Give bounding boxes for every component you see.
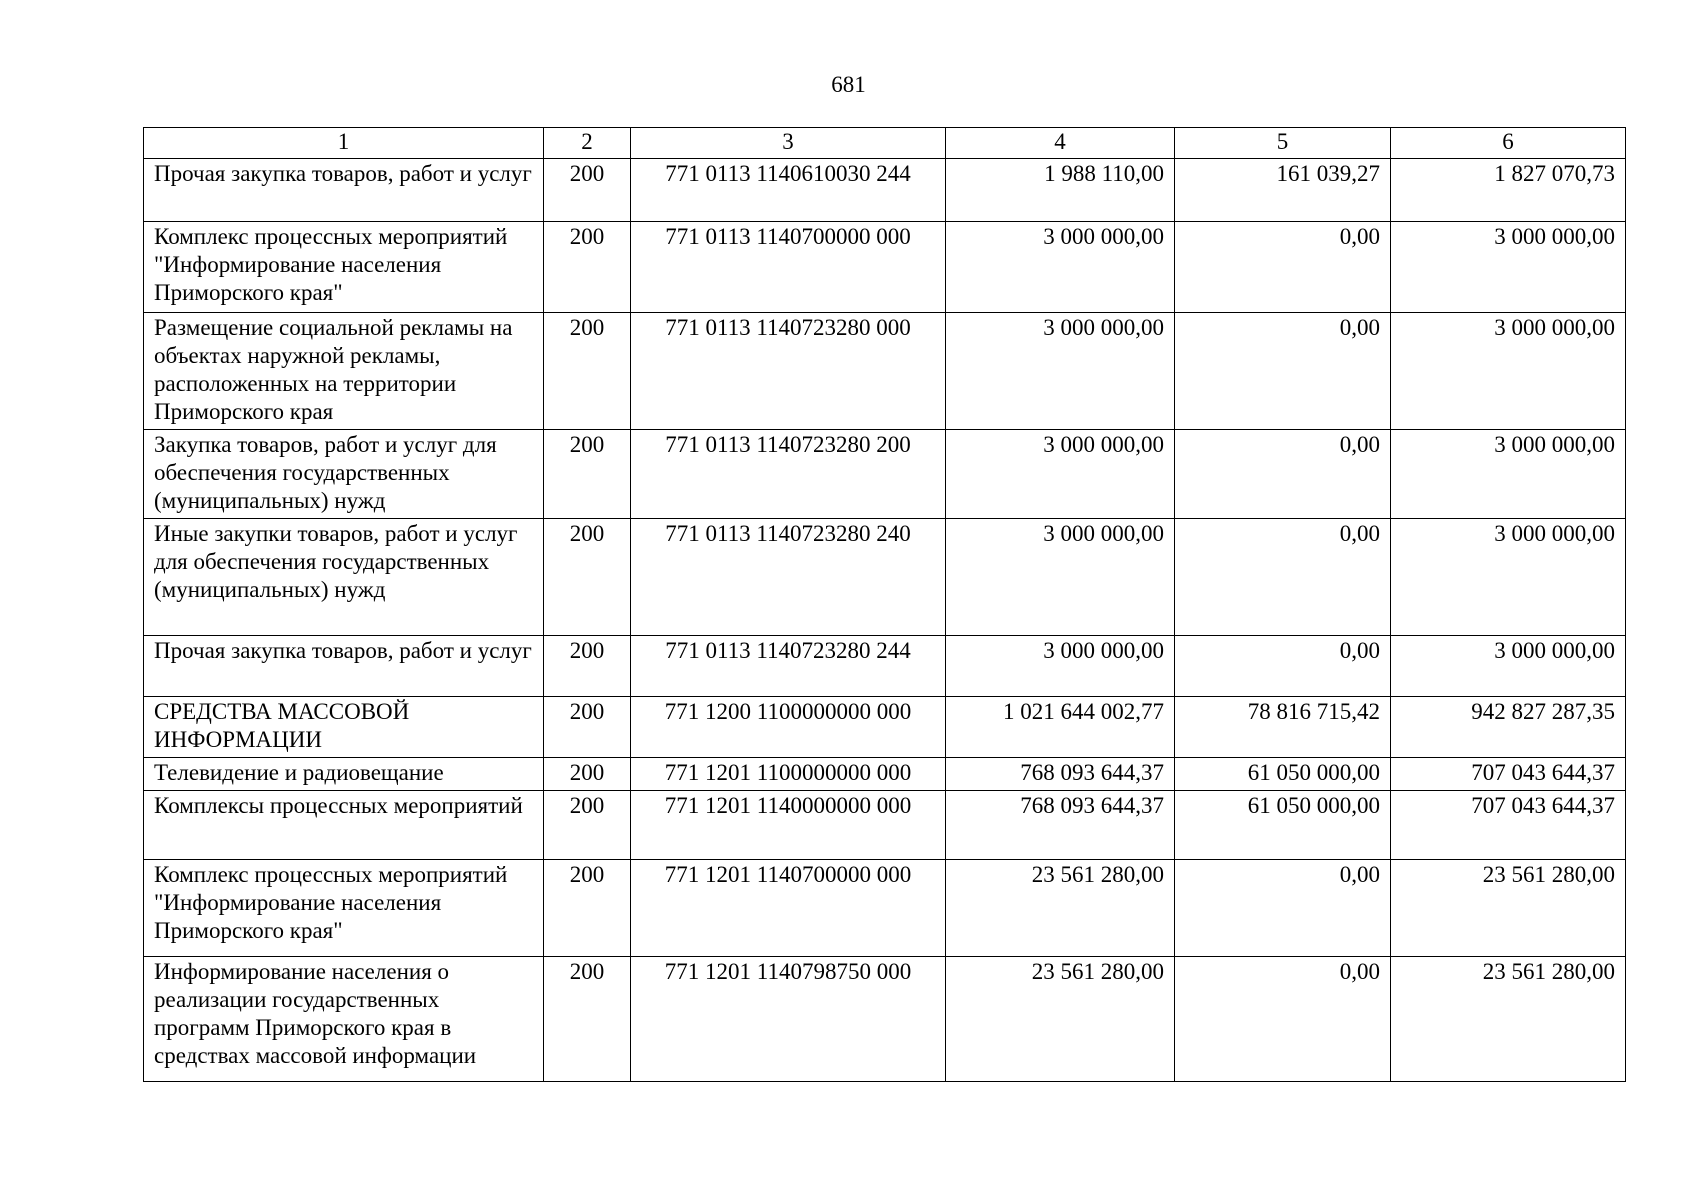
row-col4: 23 561 280,00 [946,860,1175,957]
table-row [144,313,1626,430]
row-col2: 200 [544,519,631,636]
row-col2: 200 [544,222,631,313]
table-row [144,159,1626,222]
row-col2: 200 [544,957,631,1082]
row-col5: 0,00 [1175,222,1391,313]
row-col5: 0,00 [1175,313,1391,430]
row-col4: 3 000 000,00 [946,519,1175,636]
row-col6: 23 561 280,00 [1391,860,1626,957]
row-col5: 78 816 715,42 [1175,697,1391,758]
header-col-1: 1 [144,128,544,159]
row-col4: 3 000 000,00 [946,222,1175,313]
row-col6: 3 000 000,00 [1391,636,1626,697]
row-code: 771 1201 1100000000 000 [631,758,946,791]
row-code: 771 1201 1140000000 000 [631,791,946,860]
row-col4: 3 000 000,00 [946,313,1175,430]
row-col5: 161 039,27 [1175,159,1391,222]
row-col4: 3 000 000,00 [946,430,1175,519]
header-col-2: 2 [544,128,631,159]
table-row [144,636,1626,697]
table-header [144,128,1626,159]
row-col6: 3 000 000,00 [1391,430,1626,519]
row-col6: 3 000 000,00 [1391,313,1626,430]
row-col5: 0,00 [1175,519,1391,636]
row-col6: 3 000 000,00 [1391,222,1626,313]
table-row [144,430,1626,519]
row-col4: 768 093 644,37 [946,758,1175,791]
row-col2: 200 [544,860,631,957]
row-col5: 0,00 [1175,957,1391,1082]
row-col5: 61 050 000,00 [1175,791,1391,860]
row-col6: 707 043 644,37 [1391,758,1626,791]
row-code: 771 0113 1140723280 240 [631,519,946,636]
header-row [144,128,1626,159]
row-col4: 23 561 280,00 [946,957,1175,1082]
row-col6: 707 043 644,37 [1391,791,1626,860]
row-name: Телевидение и радиовещание [144,758,544,791]
row-code: 771 0113 1140723280 000 [631,313,946,430]
table-row [144,860,1626,957]
table-body [144,159,1626,1082]
row-col2: 200 [544,313,631,430]
row-col6: 3 000 000,00 [1391,519,1626,636]
row-col6: 1 827 070,73 [1391,159,1626,222]
row-code: 771 0113 1140723280 244 [631,636,946,697]
row-name: Размещение социальной рекламы на объектах наружной рекламы, расположенных на территории Приморского края [144,313,544,430]
row-col6: 23 561 280,00 [1391,957,1626,1082]
row-code: 771 1201 1140798750 000 [631,957,946,1082]
row-name: Комплексы процессных мероприятий [144,791,544,860]
row-code: 771 0113 1140610030 244 [631,159,946,222]
row-col5: 0,00 [1175,636,1391,697]
row-col5: 0,00 [1175,860,1391,957]
row-col2: 200 [544,697,631,758]
row-col2: 200 [544,430,631,519]
row-code: 771 0113 1140700000 000 [631,222,946,313]
table-row [144,519,1626,636]
row-name: Комплекс процессных мероприятий "Информирование населения Приморского края" [144,222,544,313]
row-col4: 1 021 644 002,77 [946,697,1175,758]
page-number: 681 [831,72,866,97]
table-row [144,758,1626,791]
row-name: Прочая закупка товаров, работ и услуг [144,636,544,697]
row-name: СРЕДСТВА МАССОВОЙ ИНФОРМАЦИИ [144,697,544,758]
row-name: Комплекс процессных мероприятий "Информирование населения Приморского края" [144,860,544,957]
row-col5: 0,00 [1175,430,1391,519]
header-col-4: 4 [946,128,1175,159]
row-col6: 942 827 287,35 [1391,697,1626,758]
budget-table [143,127,1626,1082]
row-name: Прочая закупка товаров, работ и услуг [144,159,544,222]
row-col2: 200 [544,791,631,860]
row-name: Информирование населения о реализации государственных программ Приморского края в средствах массовой информации [144,957,544,1082]
header-col-5: 5 [1175,128,1391,159]
table-row [144,222,1626,313]
row-col4: 768 093 644,37 [946,791,1175,860]
row-col2: 200 [544,636,631,697]
row-code: 771 1201 1140700000 000 [631,860,946,957]
row-col4: 1 988 110,00 [946,159,1175,222]
header-col-3: 3 [631,128,946,159]
row-col5: 61 050 000,00 [1175,758,1391,791]
table-row [144,791,1626,860]
row-code: 771 0113 1140723280 200 [631,430,946,519]
row-col2: 200 [544,758,631,791]
row-col4: 3 000 000,00 [946,636,1175,697]
row-code: 771 1200 1100000000 000 [631,697,946,758]
row-col2: 200 [544,159,631,222]
table-row [144,697,1626,758]
row-name: Закупка товаров, работ и услуг для обеспечения государственных (муниципальных) нужд [144,430,544,519]
header-col-6: 6 [1391,128,1626,159]
table-row [144,957,1626,1082]
row-name: Иные закупки товаров, работ и услуг для обеспечения государственных (муниципальных) нужд [144,519,544,636]
